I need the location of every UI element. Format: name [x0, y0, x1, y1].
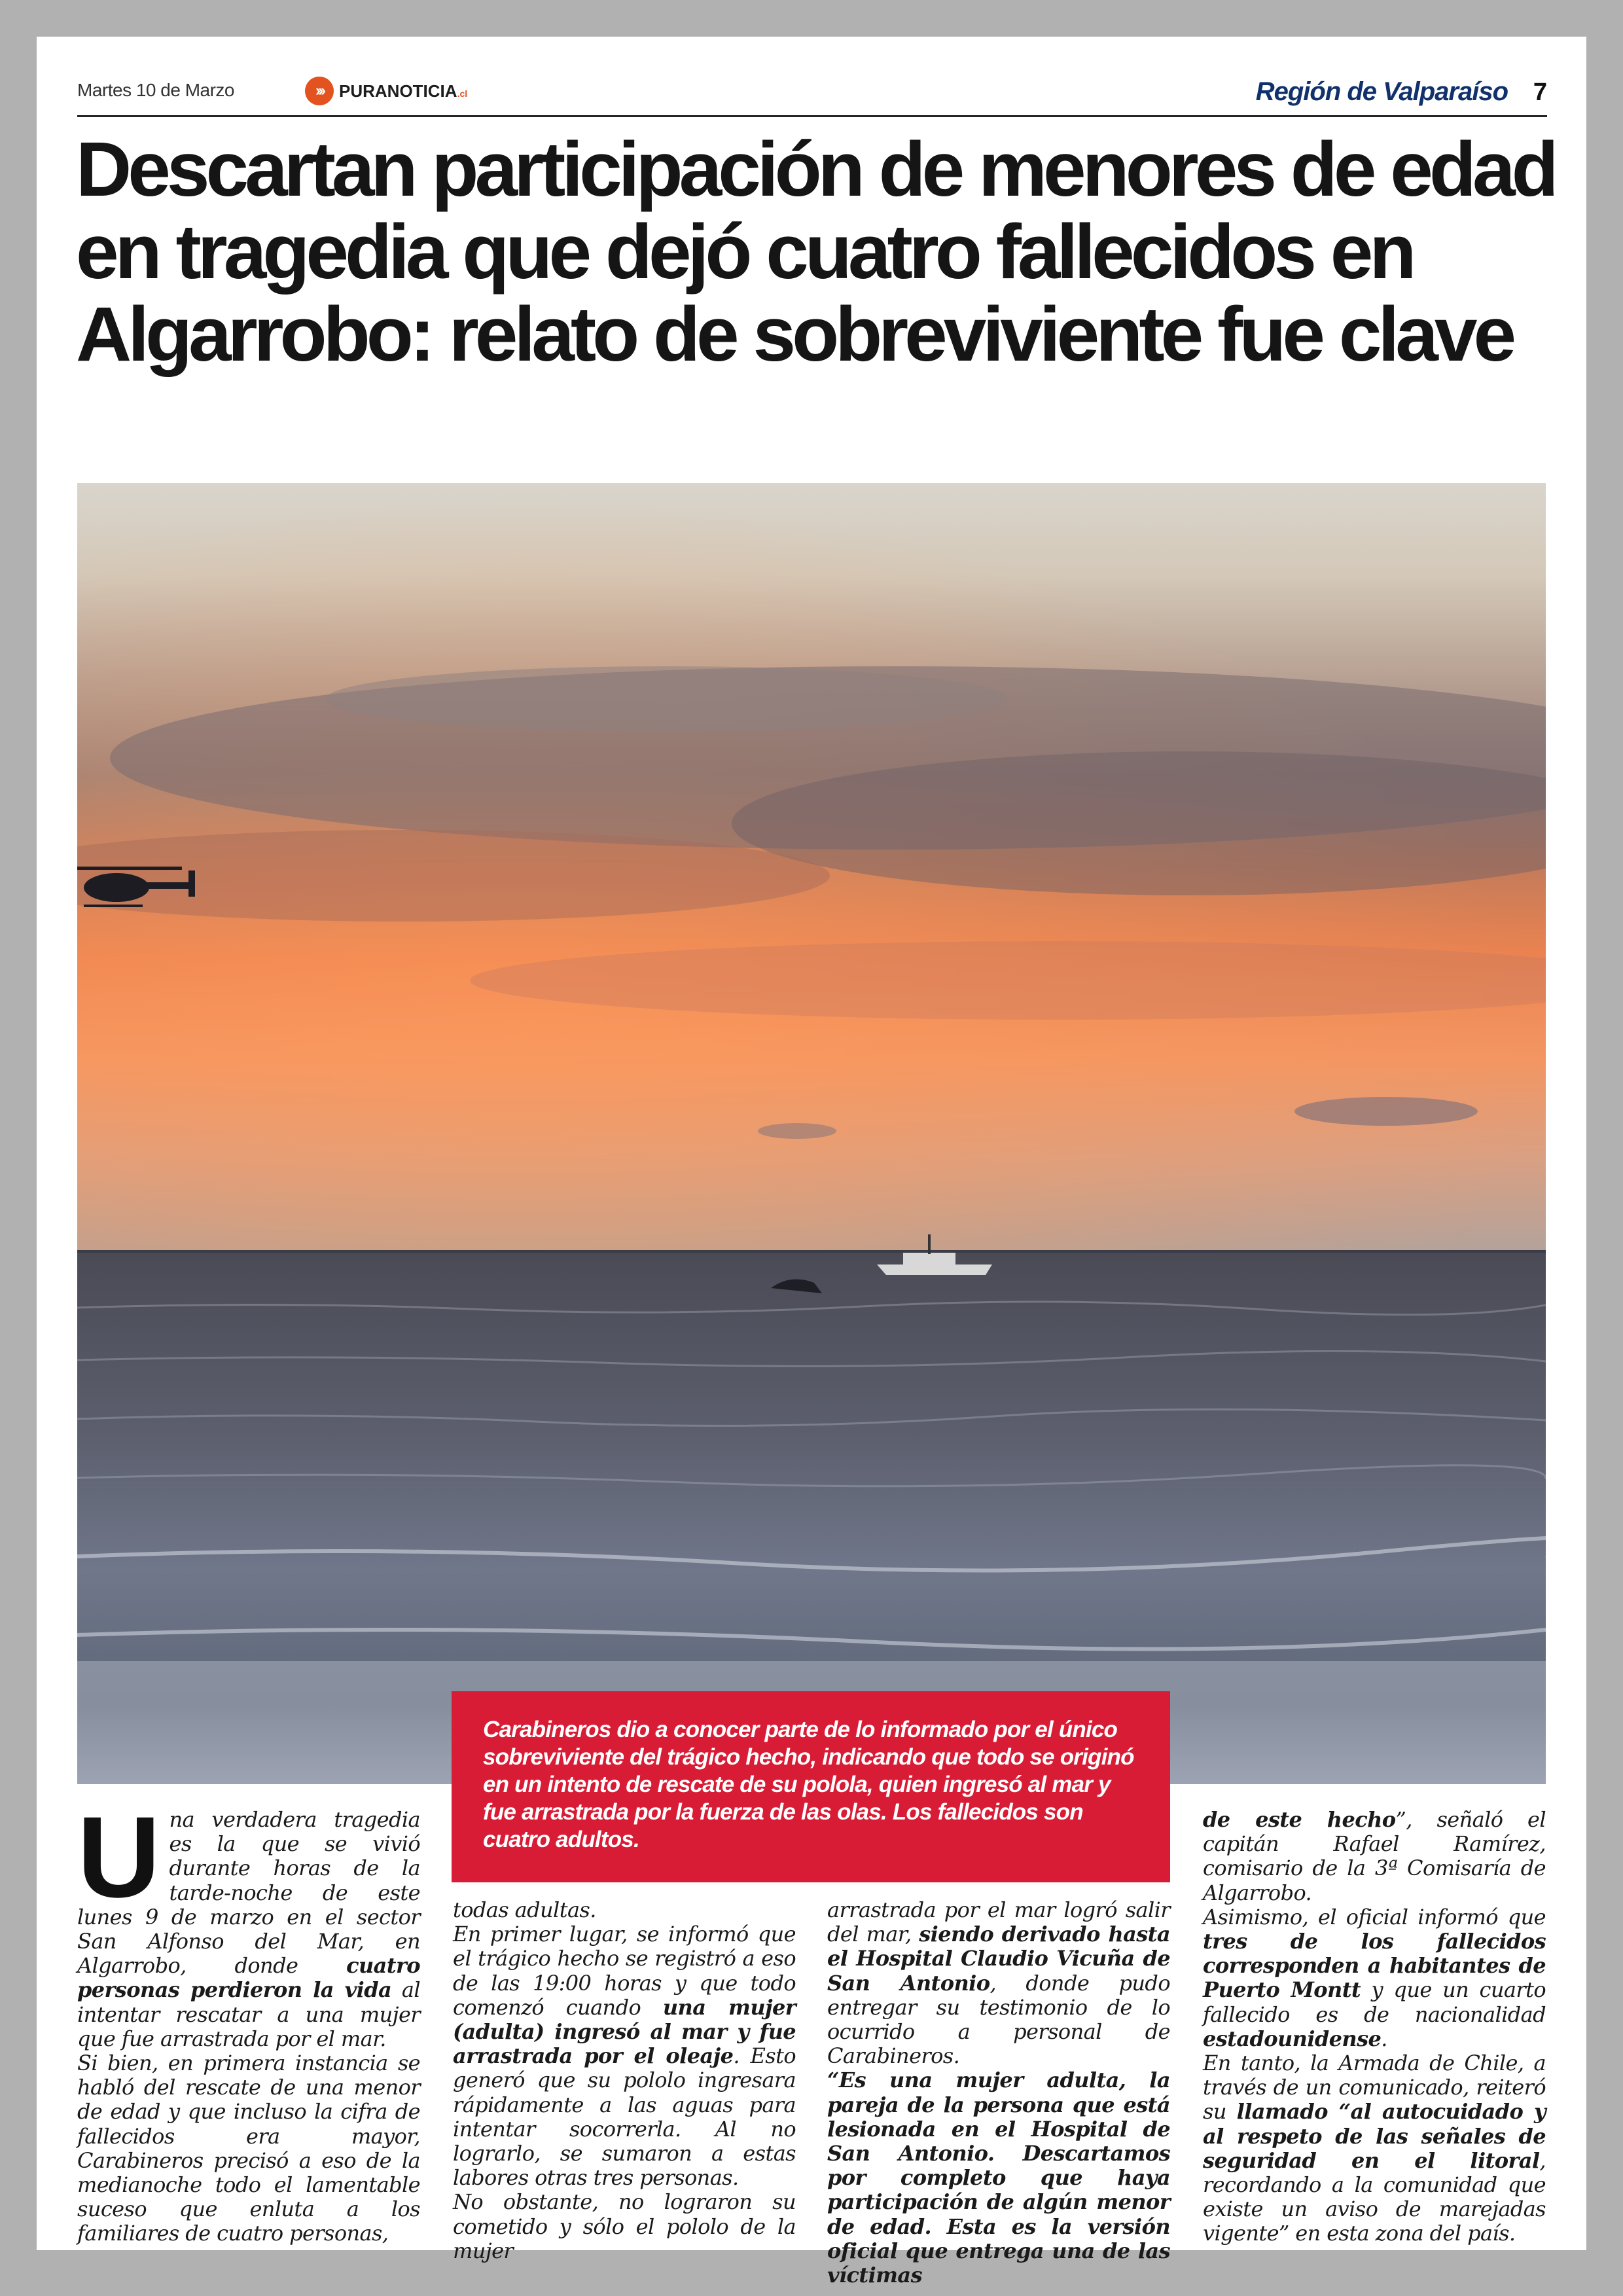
headline: Descartan participación de menores de edad en tragedia que dejó cuatro fallecidos en Algarrobo: relato de sobreviviente fue clave [76, 126, 1555, 378]
dropcap: U [77, 1793, 160, 1922]
section-region: Región de Valparaíso [1255, 77, 1508, 106]
photo-caption: Carabineros dio a conocer parte de lo informado por el único sobreviviente del trágico hecho, indicando que todo se originó en un intento de rescate de su polola, quien ingresó al mar y fue arrastrada por la fuerza de las olas. Los fallecidos son cuatro adultos. [452, 1691, 1170, 1882]
logo-wordmark: PURANOTICIA [339, 81, 457, 101]
article-column-3: arrastrada por el mar logró salir del mar, siendo derivado hasta el Hospital Claudio Vicuña de San Antonio, donde pudo entregar su testimonio de lo ocurrido a personal de Carabineros. “Es una mujer adulta, la pareja de la persona que está lesionada en el Hospital de San Antonio. Descartamos por completo que haya participación de algún menor de edad. Esta es la versión oficial que entrega una de las víctimas [827, 1897, 1170, 2288]
brand-logo [305, 76, 467, 106]
logo-suffix: .cl [457, 88, 468, 99]
masthead [77, 73, 1547, 117]
sunset-sea-photo [77, 483, 1546, 1784]
page-number: 7 [1533, 79, 1547, 106]
logo-text [339, 81, 467, 101]
puranoticia-logo-icon: ››› [305, 77, 334, 105]
article-column-2: todas adultas. En primer lugar, se informó que el trágico hecho se registró a eso de las 19:00 horas y que todo comenzó cuando una mujer (adulta) ingresó al mar y fue arrastrada por el oleaje. Esto generó que su pololo ingresara rápidamente a las aguas para intentar socorrerla. Al no lograrlo, se sumaron a estas labores otras tres personas. No obstante, no lograron su cometido y sólo el pololo de la mujer [453, 1897, 796, 2263]
issue-date: Martes 10 de Marzo [77, 80, 234, 100]
article-column-1: Una verdadera tragedia es la que se vivió durante horas de la tarde-noche de este lunes 9 de marzo en el sector San Alfonso del Mar, en Algarrobo, donde cuatro personas perdieron la vida al intentar rescatar a una mujer que fue arrastrada por el mar. Si bien, en primera instancia se habló del rescate de una menor de edad y que incluso la cifra de fallecidos era mayor, Carabineros precisó a eso de la medianoche todo el lamentable suceso que enluta a los familiares de cuatro personas, [77, 1793, 420, 2246]
article-column-4: de este hecho”, señaló el capitán Rafael Ramírez, comisario de la 3ª Comisaría de Algarrobo. Asimismo, el oficial informó que tres de los fallecidos corresponden a habitantes de Puerto Montt y que un cuarto fallecido es de nacionalidad estadounidense. En tanto, la Armada de Chile, a través de un comunicado, reiteró su llamado “al autocuidado y al respeto de las señales de seguridad en el litoral, recordando a la comunidad que existe un aviso de marejadas vigente” en esta zona del país. [1203, 1807, 1546, 2246]
